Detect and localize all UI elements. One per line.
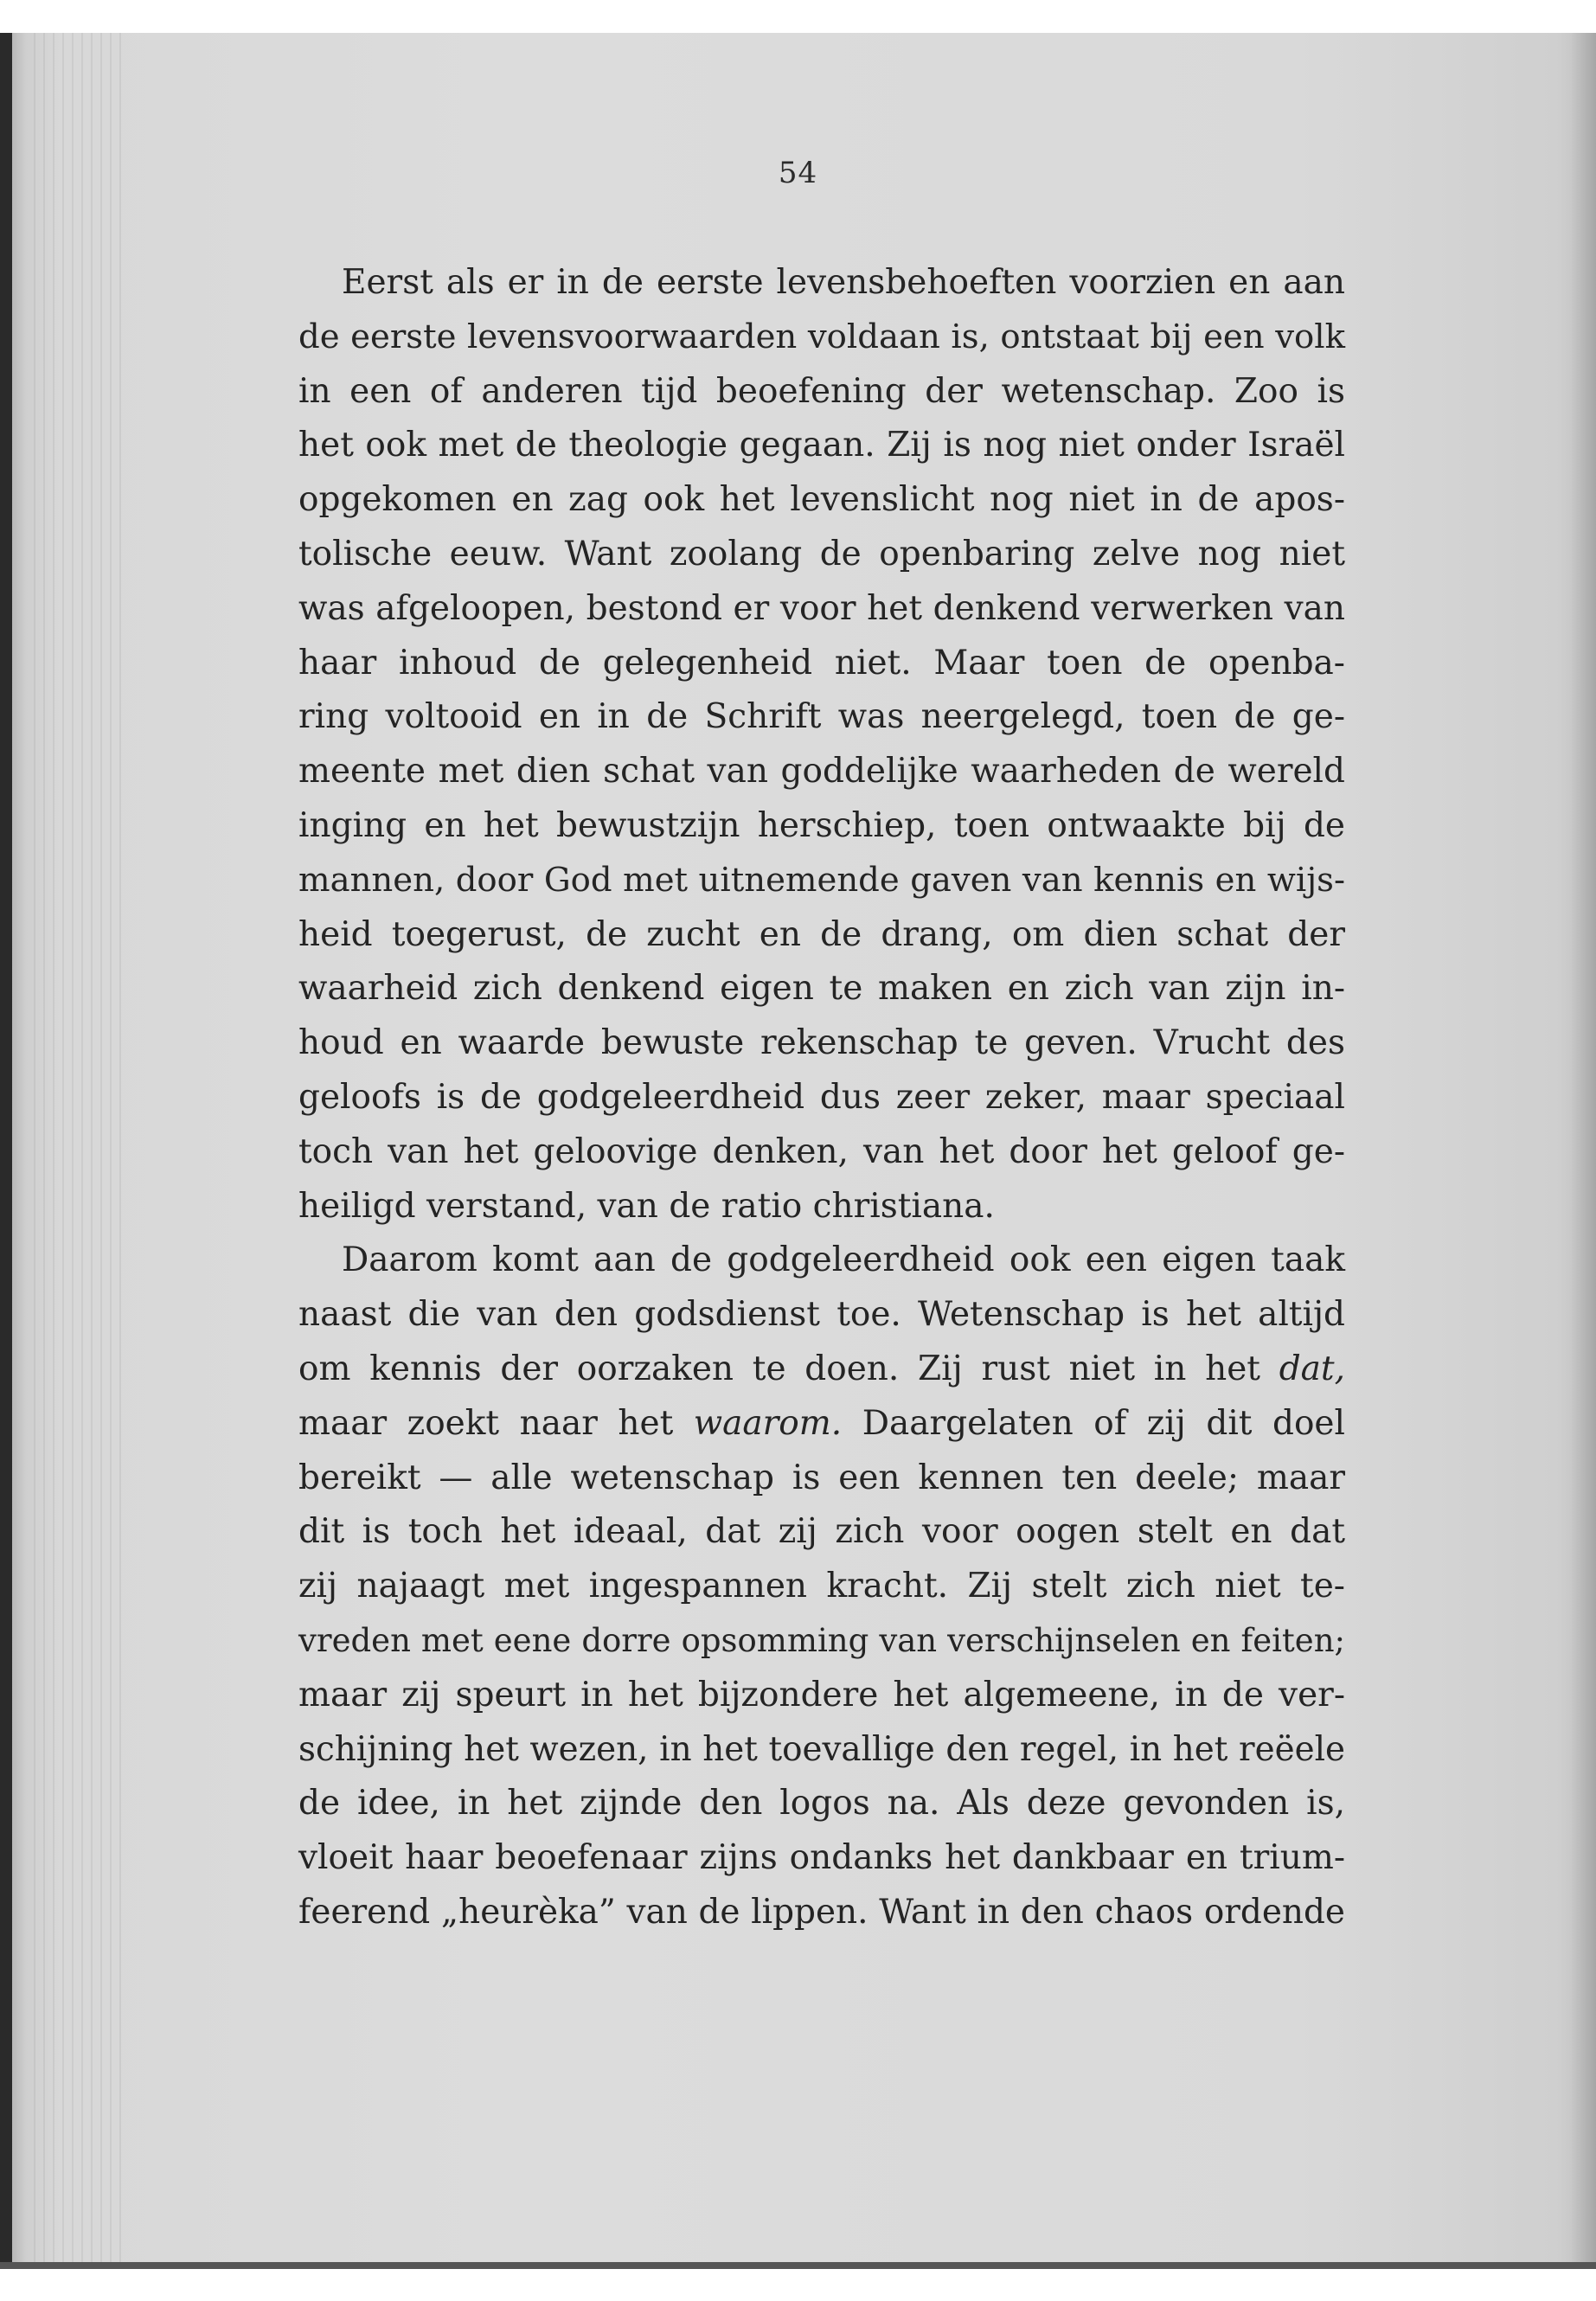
text-line: meente met dien schat van goddelijke waarheden de wereld	[298, 752, 1345, 792]
text-line: de eerste levensvoorwaarden voldaan is, ontstaat bij een volk	[298, 317, 1345, 356]
text-line: in een of anderen tijd beoefening der wetenschap. Zoo is	[298, 371, 1345, 411]
text-line: houd en waarde bewuste rekenschap te geven. Vrucht des	[298, 1023, 1345, 1063]
text-line: feerend „heurèka” van de lippen. Want in den chaos ordende	[298, 1892, 1345, 1932]
body-text	[298, 256, 1345, 1940]
text-line: naast die van den godsdienst toe. Wetenschap is het altijd	[298, 1295, 1345, 1335]
text-line: vloeit haar beoefenaar zijns ondanks het dankbaar en trium-	[298, 1838, 1345, 1878]
italic-word: waarom.	[693, 1403, 843, 1443]
text-line: heiligd verstand, van de ratio christiana.	[298, 1186, 995, 1226]
text-line: zij najaagt met ingespannen kracht. Zij stelt zich niet te-	[298, 1567, 1345, 1606]
text-line: maar zij speurt in het bijzondere het algemeene, in de ver-	[298, 1675, 1345, 1715]
paragraph-2	[298, 1234, 1345, 1939]
text-line: heid toegerust, de zucht en de drang, om dien schat der	[298, 914, 1345, 954]
text-line: was afgeloopen, bestond er voor het denkend verwerken van	[298, 588, 1345, 628]
book-spine-edge	[0, 33, 12, 2269]
text-line: vreden met eene dorre opsomming van verschijnselen en feiten;	[298, 1621, 1345, 1659]
text-line: Eerst als er in de eerste levensbehoeften voorzien en aan	[342, 263, 1345, 302]
text-line: geloofs is de godgeleerdheid dus zeer zeker, maar speciaal	[298, 1077, 1345, 1117]
text-line: waarheid zich denkend eigen te maken en zich van zijn in-	[298, 969, 1345, 1009]
text-segment: Daargelaten of zij dit doel	[842, 1403, 1345, 1443]
text-line: schijning het wezen, in het toevallige den regel, in het reëele	[298, 1729, 1345, 1769]
text-line: het ook met de theologie gegaan. Zij is nog niet onder Israël	[298, 426, 1345, 465]
bottom-page-edge	[0, 2262, 1596, 2269]
text-line: ring voltooid en in de Schrift was neergelegd, toen de ge-	[298, 697, 1345, 737]
text-line: toch van het geloovige denken, van het door het geloof ge-	[298, 1131, 1345, 1171]
paragraph-1	[298, 256, 1345, 1234]
text-line: opgekomen en zag ook het levenslicht nog niet in de apos-	[298, 480, 1345, 520]
text-line: inging en het bewustzijn herschiep, toen ontwaakte bij de	[298, 805, 1345, 845]
text-line: dit is toch het ideaal, dat zij zich voor oogen stelt en dat	[298, 1512, 1345, 1552]
text-line: de idee, in het zijnde den logos na. Als deze gevonden is,	[298, 1784, 1345, 1823]
text-line: Daarom komt aan de godgeleerdheid ook een eigen taak	[342, 1240, 1345, 1280]
text-line: mannen, door God met uitnemende gaven van kennis en wijs-	[298, 860, 1345, 900]
text-line: tolische eeuw. Want zoolang de openbaring zelve nog niet	[298, 534, 1345, 574]
italic-word: dat,	[1279, 1349, 1345, 1388]
text-line: bereikt — alle wetenschap is een kennen ten deele; maar	[298, 1458, 1345, 1497]
page-number: 54	[778, 156, 818, 190]
text-segment: om kennis der oorzaken te doen. Zij rust niet in het	[298, 1349, 1260, 1388]
text-line: haar inhoud de gelegenheid niet. Maar toen de openba-	[298, 643, 1345, 683]
page-shadow	[1570, 33, 1596, 2269]
text-segment: maar zoekt naar het	[298, 1403, 674, 1443]
text-line	[298, 1397, 1345, 1452]
text-line	[298, 1343, 1345, 1397]
stacked-page-edges	[26, 33, 121, 2269]
